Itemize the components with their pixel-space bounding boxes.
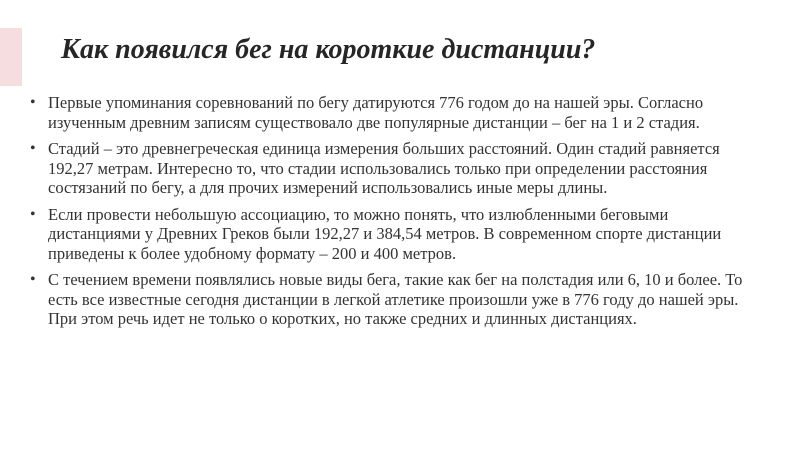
- slide-title: Как появился бег на короткие дистанции?: [61, 34, 596, 65]
- bullet-text: Первые упоминания соревнований по бегу датируются 776 годом до на нашей эры. Согласно изученным древним записям существовало две популярные дистанции – бег на 1 и 2 стадия.: [48, 93, 704, 132]
- bullet-marker: •: [30, 271, 36, 288]
- bullet-list: [30, 93, 760, 336]
- bullet-text: Если провести небольшую ассоциацию, то можно понять, что излюбленными беговыми дистанциями у Древних Греков были 192,27 и 384,54 метров. В современном спорте дистанции приведены к более удобному формату – 200 и 400 метров.: [48, 204, 722, 263]
- bullet-item: [30, 93, 760, 132]
- bullet-marker: •: [30, 140, 36, 157]
- bullet-text: Стадий – это древнегреческая единица измерения больших расстояний. Один стадий равняется 192,27 метрам. Интересно то, что стадии использовались только при определении расстояния состязаний по бегу, а для прочих измерений использовались иные меры длины.: [48, 139, 720, 197]
- bullet-item: [30, 139, 760, 198]
- bullet-text: С течением времени появлялись новые виды бега, такие как бег на полстадия или 6, 10 и более. То есть все известные сегодня дистанции в легкой атлетике произошли уже в 776 году до нашей эры. При этом речь идет не только о коротких, но также средних и длинных дистанциях.: [48, 270, 743, 328]
- bullet-item: [30, 270, 760, 329]
- bullet-marker: •: [30, 94, 36, 111]
- bullet-item: [30, 205, 760, 264]
- bullet-marker: •: [30, 205, 36, 223]
- title-accent-bar: [0, 28, 22, 86]
